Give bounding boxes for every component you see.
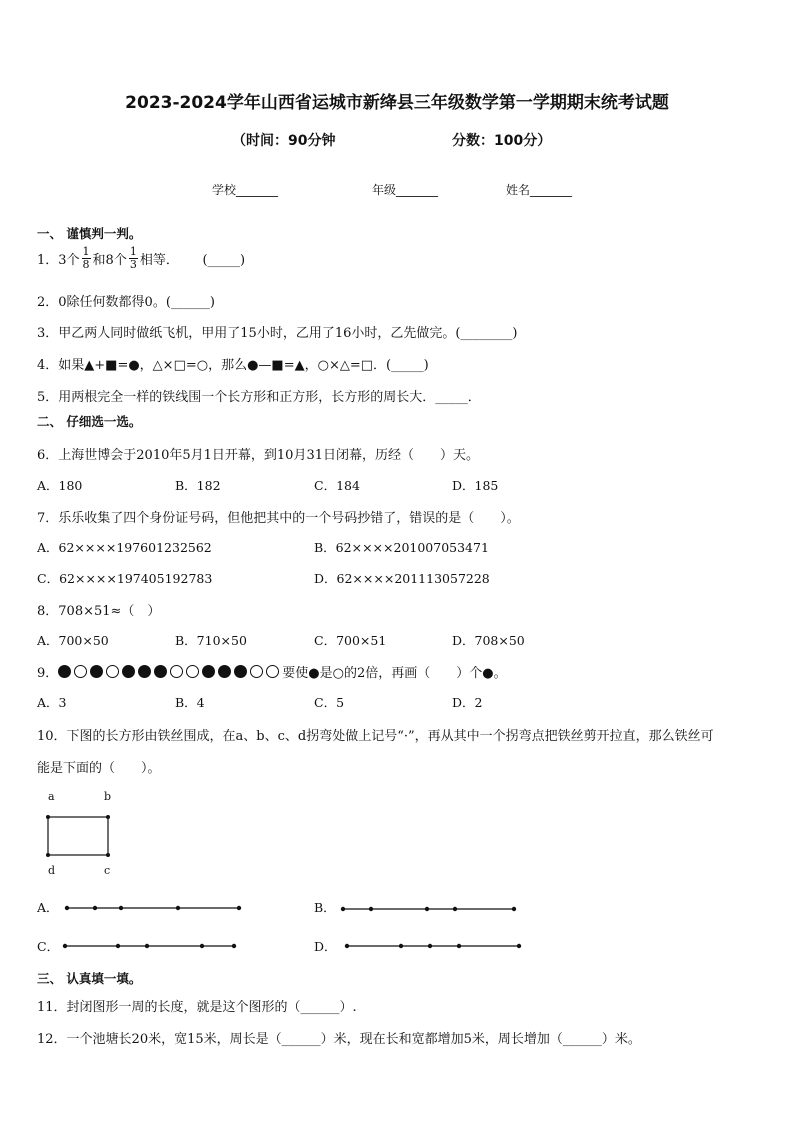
question-6: 6．上海世博会于2010年5月1日开幕，到10月31日闭幕，历经（ ）天。 <box>37 448 479 463</box>
q6-option-a[interactable]: A．180 <box>37 478 83 493</box>
section-fill: 三、 认真填一填。 <box>37 971 142 986</box>
q8-option-b[interactable]: B．710×50 <box>175 633 247 648</box>
name-field[interactable]: 姓名_______ <box>506 183 573 197</box>
wire-option-c[interactable] <box>63 944 236 948</box>
q6-option-b[interactable]: B．182 <box>175 478 221 493</box>
question-5: 5．用两根完全一样的铁线围一个长方形和正方形，长方形的周长大．_____． <box>37 390 481 405</box>
q9-post: 要使●是○的2倍，再画（ ）个●。 <box>282 666 507 681</box>
wire-option-d[interactable] <box>345 944 521 948</box>
q9-option-c[interactable]: C．5 <box>314 695 345 710</box>
wire-option-a[interactable] <box>65 906 241 910</box>
q8-option-d[interactable]: D．708×50 <box>452 633 525 648</box>
corner-dot <box>46 815 50 819</box>
rectangle-shape <box>48 817 108 855</box>
q9-option-d[interactable]: D．2 <box>452 695 483 710</box>
corner-label-a: a <box>48 790 55 803</box>
q7-option-b[interactable]: B．62××××201007053471 <box>314 540 489 555</box>
q6-option-d[interactable]: D．185 <box>452 478 499 493</box>
wire-option-b[interactable] <box>341 907 516 911</box>
q9-option-a[interactable]: A．3 <box>37 695 67 710</box>
question-10-line-1: 10．下图的长方形由铁丝围成，在a、b、c、d拐弯处做上记号“·”，再从其中一个拐弯点把铁丝剪开拉直，那么铁丝可 <box>37 729 714 744</box>
q1-mid: 和8个 <box>92 253 127 268</box>
question-3: 3．甲乙两人同时做纸飞机，甲用了15小时，乙用了16小时，乙先做完。(________) <box>37 326 518 341</box>
corner-label-b: b <box>104 790 112 803</box>
q1-pre: 1．3个 <box>37 253 80 268</box>
q7-option-a[interactable]: A．62××××197601232562 <box>37 540 212 555</box>
q7-option-c[interactable]: C．62××××197405192783 <box>37 571 213 586</box>
grade-field[interactable]: 年级_______ <box>372 183 439 197</box>
frac-den: 3 <box>129 258 137 271</box>
question-10-line-2: 能是下面的（ ）。 <box>37 761 161 776</box>
question-11: 11．封闭图形一周的长度，就是这个图形的（______）. <box>37 1000 357 1015</box>
corner-dot <box>106 815 110 819</box>
page-title: 2023-2024学年山西省运城市新绛县三年级数学第一学期期末统考试题 <box>125 93 669 113</box>
q9-pre: 9． <box>37 666 59 681</box>
corner-label-d: d <box>48 864 56 877</box>
corner-dot <box>46 853 50 857</box>
q8-option-a[interactable]: A．700×50 <box>37 633 109 648</box>
q10-option-a[interactable]: A． <box>37 900 59 915</box>
q7-option-d[interactable]: D．62××××201113057228 <box>314 571 490 586</box>
q6-option-c[interactable]: C．184 <box>314 478 360 493</box>
question-7: 7．乐乐收集了四个身份证号码，但他把其中的一个号码抄错了，错误的是（ ）。 <box>37 511 520 526</box>
question-12: 12．一个池塘长20米，宽15米，周长是（______）米，现在长和宽都增加5米，周长增加（______）米。 <box>37 1032 641 1047</box>
exam-score: 分数：100分） <box>452 133 552 149</box>
section-judge: 一、 谨慎判一判。 <box>37 226 142 241</box>
question-4: 4．如果▲+■=●，△×□=○，那么●—■=▲，○×△=□．(_____) <box>37 358 429 373</box>
q10-option-d[interactable]: D． <box>314 939 337 954</box>
question-2: 2．0除任何数都得0。(______) <box>37 295 215 310</box>
q8-option-c[interactable]: C．700×51 <box>314 633 387 648</box>
corner-dot <box>106 853 110 857</box>
q9-option-b[interactable]: B．4 <box>175 695 205 710</box>
frac-num: 1 <box>129 245 137 258</box>
section-choose: 二、 仔细选一选。 <box>37 414 142 429</box>
q10-option-b[interactable]: B． <box>314 900 336 915</box>
frac-num: 1 <box>82 245 90 258</box>
corner-label-c: c <box>104 864 111 877</box>
frac-den: 8 <box>82 258 90 271</box>
school-field[interactable]: 学校_______ <box>212 183 279 197</box>
q10-option-c[interactable]: C． <box>37 939 60 954</box>
q1-post: 相等． (_____) <box>139 253 246 268</box>
question-8: 8．708×51≈（ ） <box>37 604 161 619</box>
exam-time: （时间：90分钟 <box>232 133 336 149</box>
